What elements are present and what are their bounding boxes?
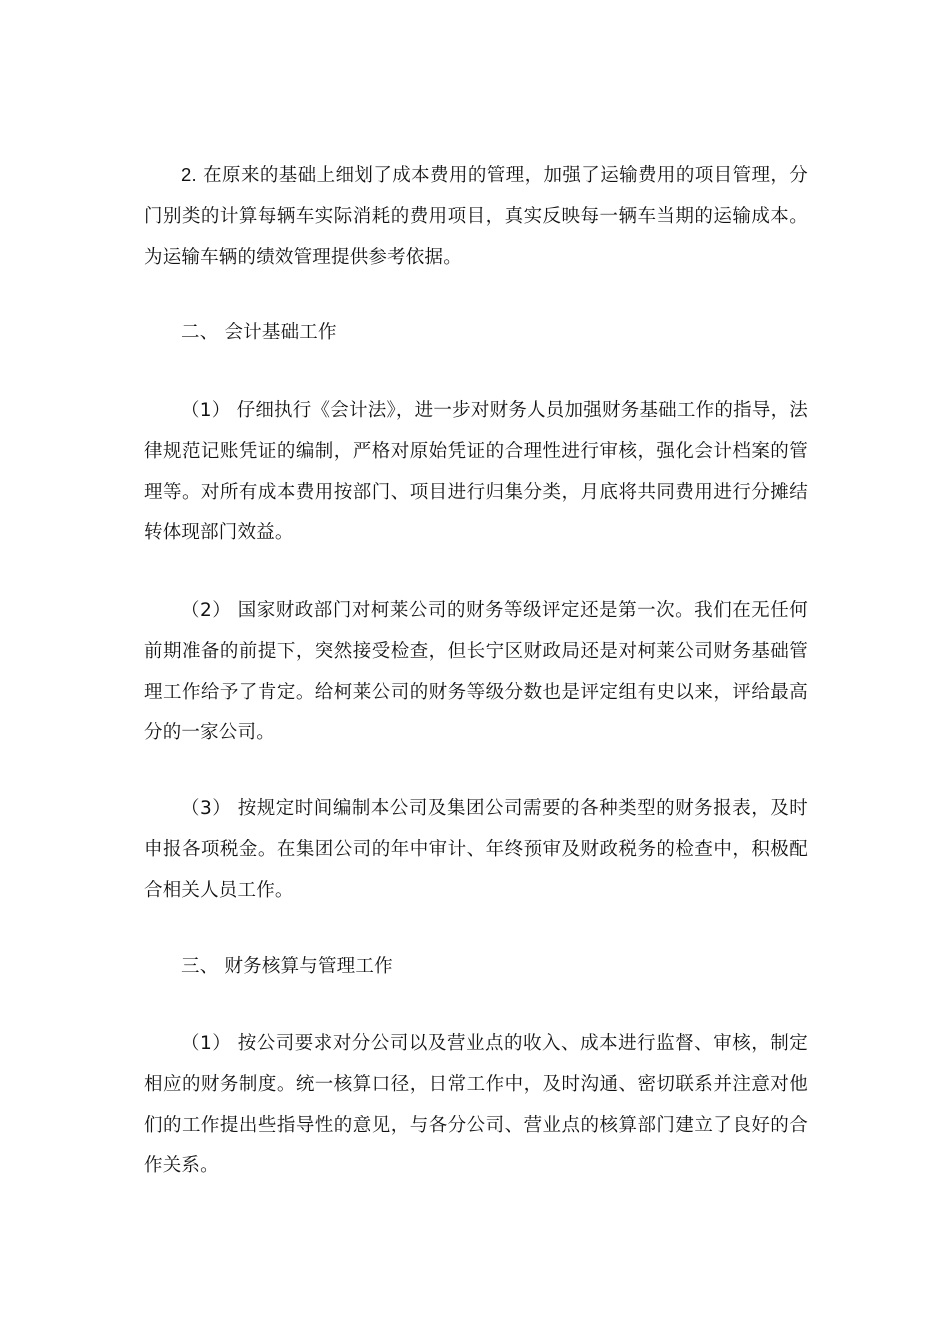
- item-label: （1）: [181, 400, 231, 421]
- paragraph-accounting-law: [144, 391, 808, 554]
- item-text: 国家财政部门对柯莱公司的财务等级评定还是第一次。我们在无任何前期准备的前提下，突然接受检查，但长宁区财政局还是对柯莱公司财务基础管理工作给予了肯定。给柯莱公司的财务等级分数也是评定组有史以来，评给最高分的一家公司。: [144, 600, 808, 744]
- paragraph-branch-supervision: [144, 1024, 808, 1187]
- paragraph-text: 在原来的基础上细划了成本费用的管理，加强了运输费用的项目管理，分门别类的计算每辆车实际消耗的费用项目，真实反映每一辆车当期的运输成本。为运输车辆的绩效管理提供参考依据。: [144, 165, 808, 268]
- section-heading-accounting-basics: 二、 会计基础工作: [181, 322, 337, 343]
- item-text: 按公司要求对分公司以及营业点的收入、成本进行监督、审核，制定相应的财务制度。统一核算口径，日常工作中，及时沟通、密切联系并注意对他们的工作提出些指导性的意见，与各分公司、营业点的核算部门建立了良好的合作关系。: [144, 1033, 808, 1177]
- item-text: 仔细执行《会计法》，进一步对财务人员加强财务基础工作的指导，法律规范记账凭证的编制，严格对原始凭证的合理性进行审核，强化会计档案的管理等。对所有成本费用按部门、项目进行归集分类，月底将共同费用进行分摊结转体现部门效益。: [144, 400, 808, 544]
- paragraph-financial-rating: [144, 591, 808, 754]
- item-label: （2）: [181, 600, 232, 621]
- item-text: 按规定时间编制本公司及集团公司需要的各种类型的财务报表，及时申报各项税金。在集团公司的年中审计、年终预审及财政税务的检查中，积极配合相关人员工作。: [144, 798, 808, 901]
- item-label: （1）: [181, 1033, 232, 1054]
- paragraph-financial-reports: [144, 789, 808, 911]
- paragraph-cost-management: [144, 155, 808, 278]
- item-label: （3）: [181, 798, 232, 819]
- paragraph-number: 2.: [181, 164, 197, 185]
- section-heading-financial-accounting: 三、 财务核算与管理工作: [181, 956, 393, 977]
